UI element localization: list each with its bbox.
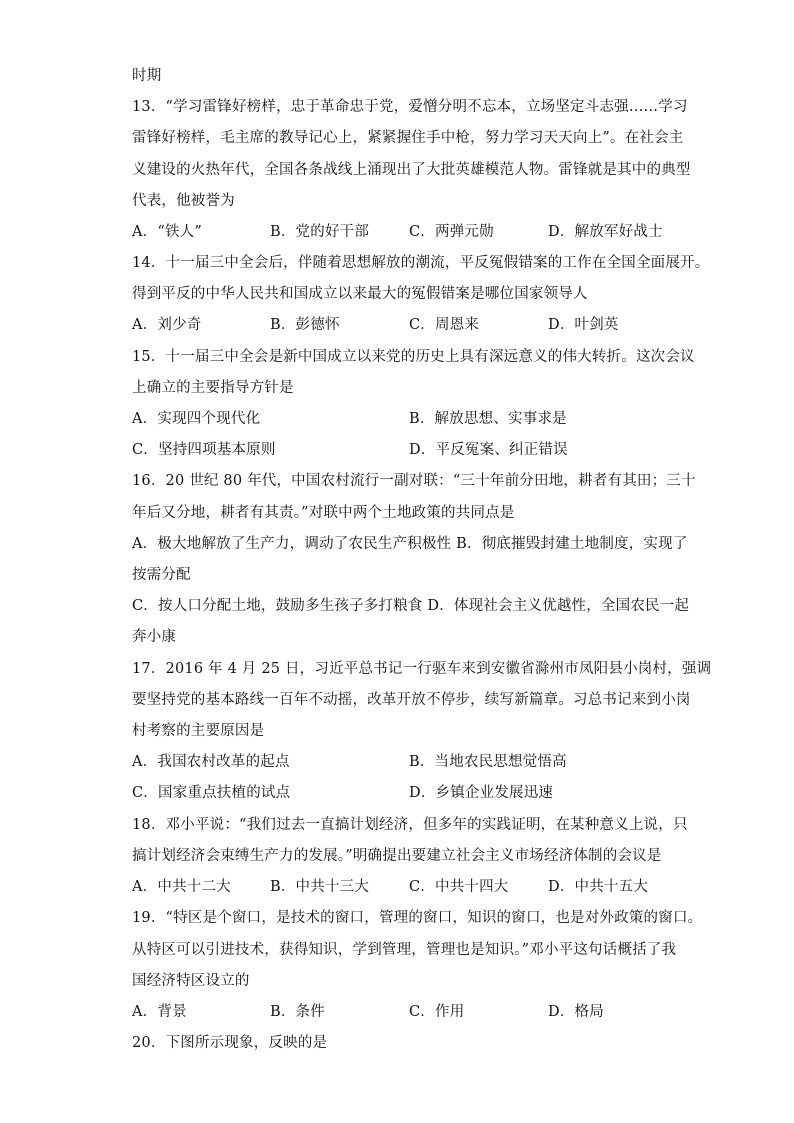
q16-stem-line-2: 年后又分地，耕者有其责。”对联中两个土地政策的共同点是 — [132, 505, 515, 521]
q13-option-a: A．“铁人” — [132, 224, 202, 240]
q17-stem-line-2: 要坚持党的基本路线一百年不动摇，改革开放不停步，续写新篇章。习总书记来到小岗 — [132, 692, 691, 708]
q16-stem-line-1: 16．20 世纪 80 年代，中国农村流行一副对联：“三十年前分田地，耕者有其田；三十 — [132, 473, 696, 489]
q16-option-d-cont: 奔小康 — [132, 629, 177, 645]
continued-text: 时期 — [132, 68, 162, 84]
q17-stem-line-1: 17．2016 年 4 月 25 日，习近平总书记一行驱车来到安徽省滁州市凤阳县小岗村，强调 — [132, 661, 712, 677]
q13-stem-line-1: 13．“学习雷锋好榜样，忠于革命忠于党，爱憎分明不忘本，立场坚定斗志强……学习 — [132, 99, 688, 115]
q18-option-d: D．中共十五大 — [548, 879, 649, 895]
q15-option-c: C．坚持四项基本原则 — [132, 442, 276, 458]
q18-stem-line-1: 18．邓小平说：“我们过去一直搞计划经济，但多年的实践证明，在某种意义上说，只 — [132, 817, 688, 833]
q13-option-c: C．两弹元勋 — [409, 224, 494, 240]
q15-option-a: A．实现四个现代化 — [132, 411, 261, 427]
q15-stem-line-2: 上确立的主要指导方针是 — [132, 380, 294, 396]
q14-option-b: B．彭德怀 — [270, 317, 340, 333]
q15-stem-line-1: 15．十一届三中全会是新中国成立以来党的历史上具有深远意义的伟大转折。这次会议 — [132, 349, 695, 365]
q17-option-c: C．国家重点扶植的试点 — [132, 785, 291, 801]
q14-option-a: A．刘少奇 — [132, 317, 202, 333]
q14-option-c: C．周恩来 — [409, 317, 480, 333]
q17-stem-line-3: 村考察的主要原因是 — [132, 723, 265, 739]
q16-option-b-cont: 按需分配 — [132, 567, 191, 583]
q13-stem-line-4: 代表，他被誉为 — [132, 193, 235, 209]
q16-options-ab: A．极大地解放了生产力，调动了农民生产积极性 B．彻底摧毁封建土地制度，实现了 — [132, 536, 688, 552]
q19-option-a: A．背景 — [132, 1004, 187, 1020]
q19-stem-line-1: 19．“特区是个窗口，是技术的窗口，管理的窗口，知识的窗口，也是对外政策的窗口。 — [132, 910, 703, 926]
q13-option-d: D．解放军好战士 — [548, 224, 663, 240]
q14-stem-line-1: 14．十一届三中全会后，伴随着思想解放的潮流，平反冤假错案的工作在全国全面展开。 — [132, 255, 710, 271]
q19-option-b: B．条件 — [270, 1004, 325, 1020]
q16-options-cd: C．按人口分配土地，鼓励多生孩子多打粮食 D．体现社会主义优越性，全国农民一起 — [132, 598, 690, 614]
q18-option-b: B．中共十三大 — [270, 879, 370, 895]
q19-stem-line-2: 从特区可以引进技术，获得知识，学到管理，管理也是知识。”邓小平这句话概括了我 — [132, 942, 677, 958]
q15-option-b: B．解放思想、实事求是 — [409, 411, 567, 427]
q13-stem-line-2: 雷锋好榜样，毛主席的教导记心上，紧紧握住手中枪，努力学习天天向上”。在社会主 — [132, 130, 684, 146]
q18-option-c: C．中共十四大 — [409, 879, 509, 895]
q14-stem-line-2: 得到平反的中华人民共和国成立以来最大的冤假错案是哪位国家领导人 — [132, 286, 588, 302]
q17-option-d: D．乡镇企业发展迅速 — [409, 785, 554, 801]
q14-option-d: D．叶剑英 — [548, 317, 619, 333]
q18-stem-line-2: 搞计划经济会束缚生产力的发展。”明确提出要建立社会主义市场经济体制的会议是 — [132, 848, 662, 864]
q19-stem-line-3: 国经济特区设立的 — [132, 973, 250, 989]
q15-option-d: D．平反冤案、纠正错误 — [409, 442, 568, 458]
q19-option-d: D．格局 — [548, 1004, 604, 1020]
q19-option-c: C．作用 — [409, 1004, 465, 1020]
q17-option-a: A．我国农村改革的起点 — [132, 754, 290, 770]
q17-option-b: B．当地农民思想觉悟高 — [409, 754, 567, 770]
q13-option-b: B．党的好干部 — [270, 224, 370, 240]
q18-option-a: A．中共十二大 — [132, 879, 231, 895]
q13-stem-line-3: 义建设的火热年代，全国各条战线上涌现出了大批英雄模范人物。雷锋就是其中的典型 — [132, 162, 691, 178]
q20-stem-line-1: 20．下图所示现象，反映的是 — [132, 1035, 328, 1051]
